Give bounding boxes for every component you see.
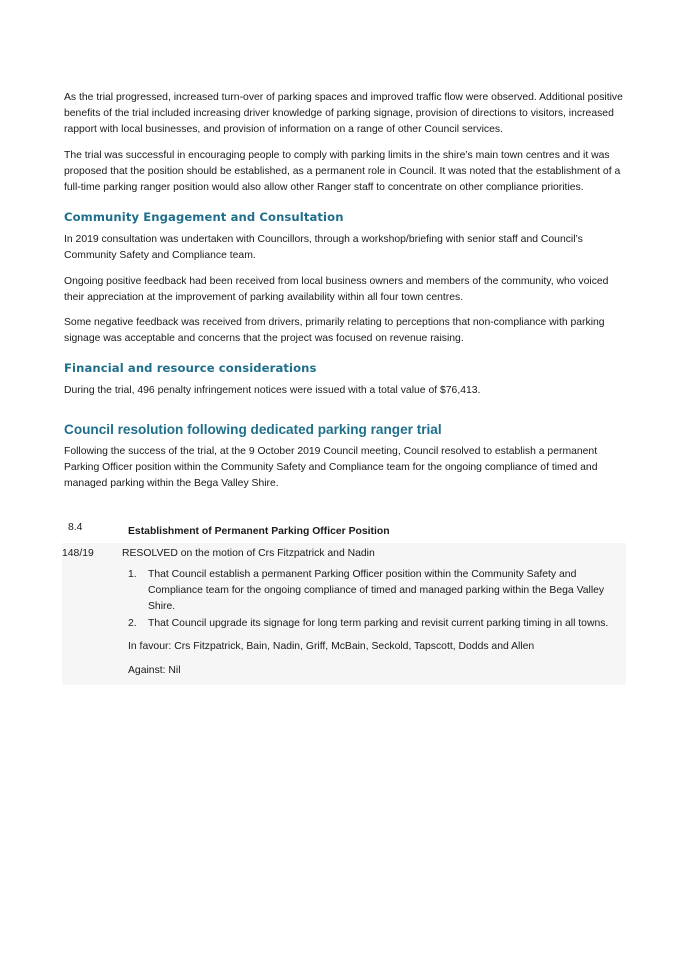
intro-paragraph-2: The trial was successful in encouraging people to comply with parking limits in the shire’s main town centres and it was proposed that the position should be established, as a permanent role in Council. It was noted that the establishment of a full-time parking ranger position would also allow other Ranger staff to concentrate on other compliance priorities. [64, 149, 621, 194]
intro-paragraph-1: As the trial progressed, increased turn-over of parking spaces and improved traffic flow were observed. Additional positive benefits of the trial included increasing driver knowledge of parking signage, provision of directions to visitors, increased rapport with local businesses, and provision of information on a range of other Council services. [64, 92, 623, 136]
resolution-shaded-area [62, 543, 626, 684]
resolution-points [128, 567, 626, 679]
community-paragraph-3: Some negative feedback was received from drivers, primarily relating to perceptions that non-compliance with parking signage was acceptable and concerns that the project was focused on revenue raising. [64, 317, 605, 345]
resolved-text: RESOLVED on the motion of Crs Fitzpatrick and Nadin [122, 548, 375, 560]
community-paragraph-2: Ongoing positive feedback had been received from local business owners and members of the community, who voiced their appreciation at the improvement of parking availability within all four town centres. [64, 275, 609, 303]
resolution-points-row [62, 567, 626, 679]
list-item-number: 1. [128, 568, 137, 580]
resolution-block [62, 520, 626, 685]
list-item [128, 616, 626, 632]
against-line: Against: Nil [128, 664, 181, 676]
council-heading: Council resolution following dedicated parking ranger trial [64, 421, 442, 437]
financial-heading: Financial and resource considerations [64, 361, 317, 376]
in-favour-line: In favour: Crs Fitzpatrick, Bain, Nadin, Griff, McBain, Seckold, Tapscott, Dodds and Allen [128, 641, 535, 653]
financial-paragraph: During the trial, 496 penalty infringement notices were issued with a total value of $76,413. [64, 385, 481, 397]
list-item-text: That Council upgrade its signage for long term parking and revisit current parking timing in all towns. [148, 618, 609, 630]
item-title: Establishment of Permanent Parking Officer Position [128, 526, 390, 538]
resolution-list [128, 567, 626, 633]
list-item-text: That Council establish a permanent Parking Officer position within the Community Safety and Compliance team for the ongoing compliance of timed and managed parking within the Bega Valley Shire. [148, 568, 605, 613]
resolution-number: 148/19 [62, 548, 94, 560]
community-paragraph-1: In 2019 consultation was undertaken with Councillors, through a workshop/briefing with senior staff and Council’s Community Safety and Compliance team. [64, 234, 583, 262]
council-paragraph: Following the success of the trial, at the 9 October 2019 Council meeting, Council resolved to establish a permanent Parking Officer position within the Community Safety and Compliance team for the ongoing compliance of timed and managed parking within the Bega Valley Shire. [64, 445, 598, 490]
resolution-item-row [62, 520, 626, 543]
resolution-number-row [62, 543, 626, 566]
item-number: 8.4 [68, 522, 83, 534]
document-page [64, 90, 624, 685]
community-heading: Community Engagement and Consultation [64, 210, 344, 225]
list-item-number: 2. [128, 618, 137, 630]
list-item [128, 567, 626, 616]
